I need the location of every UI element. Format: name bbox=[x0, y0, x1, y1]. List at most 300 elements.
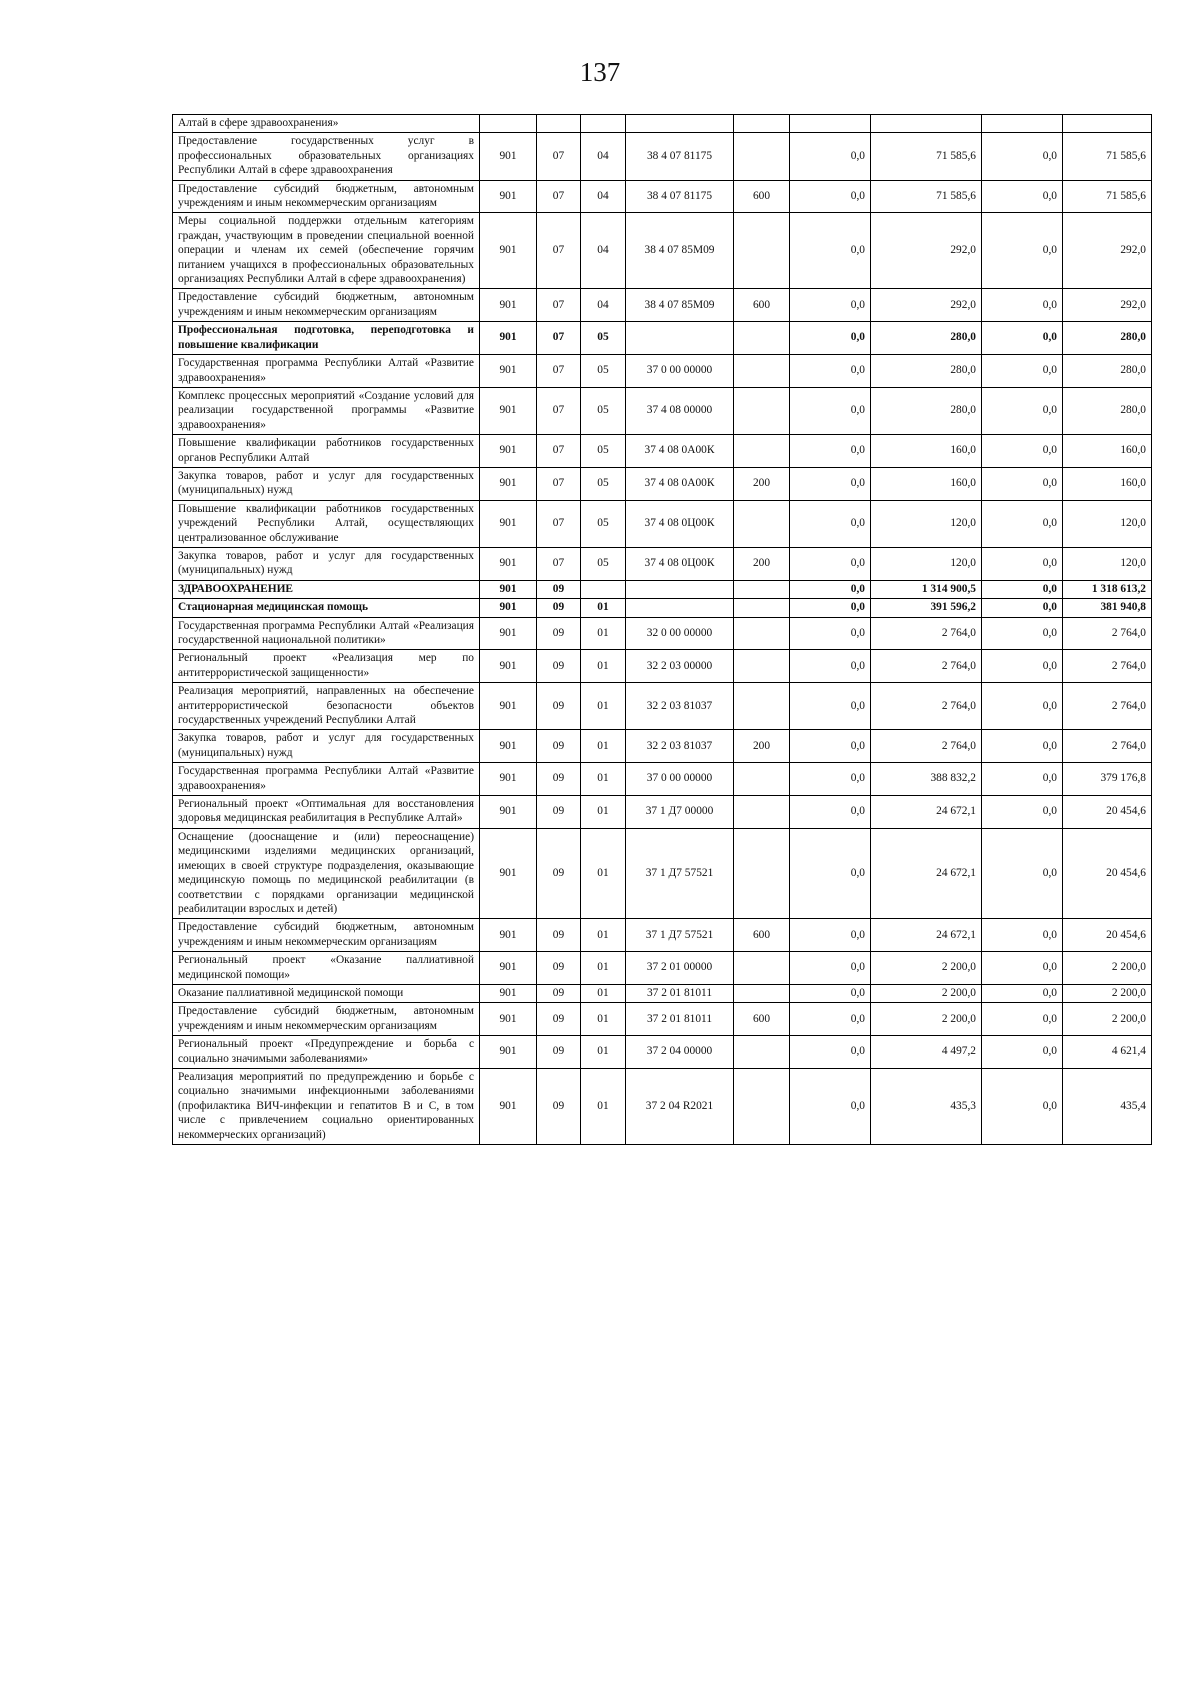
row-expense-type bbox=[734, 500, 790, 547]
row-value-3: 0,0 bbox=[982, 796, 1063, 829]
row-gr-code: 901 bbox=[480, 1036, 537, 1069]
row-gr-code: 901 bbox=[480, 617, 537, 650]
row-value-1: 0,0 bbox=[790, 180, 871, 213]
row-value-2: 2 200,0 bbox=[871, 952, 982, 985]
row-target-article: 37 1 Д7 00000 bbox=[626, 796, 734, 829]
row-value-3: 0,0 bbox=[982, 1036, 1063, 1069]
row-subsection-code bbox=[581, 580, 626, 598]
row-expense-type bbox=[734, 763, 790, 796]
row-gr-code: 901 bbox=[480, 952, 537, 985]
row-expense-type bbox=[734, 650, 790, 683]
row-section-code: 07 bbox=[537, 133, 581, 180]
row-value-2: 2 764,0 bbox=[871, 650, 982, 683]
row-subsection-code bbox=[581, 115, 626, 133]
table-row bbox=[173, 1068, 1152, 1144]
row-value-4: 2 764,0 bbox=[1063, 617, 1152, 650]
row-target-article: 32 0 00 00000 bbox=[626, 617, 734, 650]
row-name: Региональный проект «Предупреждение и борьба с социально значимыми заболеваниями» bbox=[173, 1036, 480, 1069]
row-value-3: 0,0 bbox=[982, 952, 1063, 985]
row-subsection-code: 01 bbox=[581, 683, 626, 730]
row-expense-type bbox=[734, 683, 790, 730]
row-section-code: 07 bbox=[537, 387, 581, 434]
budget-table-body bbox=[173, 115, 1152, 1145]
row-value-2: 2 200,0 bbox=[871, 984, 982, 1002]
row-value-2: 120,0 bbox=[871, 500, 982, 547]
row-value-3: 0,0 bbox=[982, 180, 1063, 213]
row-target-article: 37 2 04 00000 bbox=[626, 1036, 734, 1069]
row-value-3: 0,0 bbox=[982, 1068, 1063, 1144]
row-gr-code: 901 bbox=[480, 1068, 537, 1144]
row-value-3: 0,0 bbox=[982, 387, 1063, 434]
row-name: Государственная программа Республики Алтай «Развитие здравоохранения» bbox=[173, 763, 480, 796]
row-target-article: 37 4 08 0А00К bbox=[626, 467, 734, 500]
row-section-code: 07 bbox=[537, 547, 581, 580]
row-value-3: 0,0 bbox=[982, 547, 1063, 580]
table-row bbox=[173, 355, 1152, 388]
row-section-code: 09 bbox=[537, 599, 581, 617]
row-expense-type bbox=[734, 828, 790, 918]
row-value-3: 0,0 bbox=[982, 322, 1063, 355]
row-expense-type bbox=[734, 355, 790, 388]
row-value-2: 2 764,0 bbox=[871, 617, 982, 650]
row-value-1: 0,0 bbox=[790, 1003, 871, 1036]
row-expense-type bbox=[734, 796, 790, 829]
row-gr-code: 901 bbox=[480, 683, 537, 730]
row-expense-type bbox=[734, 599, 790, 617]
row-section-code: 07 bbox=[537, 467, 581, 500]
row-name: Комплекс процессных мероприятий «Создание условий для реализации государственной программы «Развитие здравоохранения» bbox=[173, 387, 480, 434]
row-value-3: 0,0 bbox=[982, 919, 1063, 952]
row-value-1: 0,0 bbox=[790, 500, 871, 547]
row-value-4: 20 454,6 bbox=[1063, 919, 1152, 952]
row-value-2: 71 585,6 bbox=[871, 180, 982, 213]
row-target-article bbox=[626, 580, 734, 598]
table-row bbox=[173, 467, 1152, 500]
row-expense-type bbox=[734, 617, 790, 650]
row-name: Оказание паллиативной медицинской помощи bbox=[173, 984, 480, 1002]
row-name: Реализация мероприятий, направленных на обеспечение антитеррористической безопасности объектов государственных учреждений Республики Алтай bbox=[173, 683, 480, 730]
row-expense-type: 200 bbox=[734, 467, 790, 500]
row-name: Региональный проект «Оказание паллиативной медицинской помощи» bbox=[173, 952, 480, 985]
row-value-1: 0,0 bbox=[790, 435, 871, 468]
row-target-article: 38 4 07 81175 bbox=[626, 133, 734, 180]
row-value-2: 160,0 bbox=[871, 467, 982, 500]
row-gr-code: 901 bbox=[480, 650, 537, 683]
row-expense-type: 600 bbox=[734, 180, 790, 213]
table-row bbox=[173, 650, 1152, 683]
row-value-2: 24 672,1 bbox=[871, 796, 982, 829]
row-section-code: 07 bbox=[537, 289, 581, 322]
row-value-4: 292,0 bbox=[1063, 289, 1152, 322]
row-subsection-code: 01 bbox=[581, 599, 626, 617]
row-subsection-code: 04 bbox=[581, 180, 626, 213]
row-value-3: 0,0 bbox=[982, 213, 1063, 289]
row-subsection-code: 05 bbox=[581, 435, 626, 468]
row-section-code: 09 bbox=[537, 580, 581, 598]
row-value-4: 2 764,0 bbox=[1063, 683, 1152, 730]
row-value-2: 280,0 bbox=[871, 322, 982, 355]
row-name: Предоставление субсидий бюджетным, автономным учреждениям и иным некоммерческим организациям bbox=[173, 1003, 480, 1036]
table-row bbox=[173, 180, 1152, 213]
row-value-3: 0,0 bbox=[982, 500, 1063, 547]
table-row bbox=[173, 617, 1152, 650]
row-name: Профессиональная подготовка, переподготовка и повышение квалификации bbox=[173, 322, 480, 355]
row-value-1: 0,0 bbox=[790, 828, 871, 918]
row-subsection-code: 04 bbox=[581, 289, 626, 322]
row-subsection-code: 05 bbox=[581, 322, 626, 355]
table-row bbox=[173, 289, 1152, 322]
row-value-4: 2 764,0 bbox=[1063, 650, 1152, 683]
table-row bbox=[173, 547, 1152, 580]
row-gr-code: 901 bbox=[480, 763, 537, 796]
row-value-2: 391 596,2 bbox=[871, 599, 982, 617]
row-value-4: 71 585,6 bbox=[1063, 180, 1152, 213]
row-value-4: 280,0 bbox=[1063, 387, 1152, 434]
row-subsection-code: 01 bbox=[581, 1003, 626, 1036]
row-value-4: 280,0 bbox=[1063, 322, 1152, 355]
row-subsection-code: 05 bbox=[581, 387, 626, 434]
row-value-1: 0,0 bbox=[790, 547, 871, 580]
row-section-code: 07 bbox=[537, 500, 581, 547]
row-value-2: 292,0 bbox=[871, 289, 982, 322]
row-gr-code: 901 bbox=[480, 500, 537, 547]
row-value-4: 1 318 613,2 bbox=[1063, 580, 1152, 598]
row-name: Предоставление государственных услуг в профессиональных образовательных организациях Республики Алтай в сфере здравоохранения bbox=[173, 133, 480, 180]
table-row bbox=[173, 1036, 1152, 1069]
row-expense-type bbox=[734, 322, 790, 355]
row-value-4: 120,0 bbox=[1063, 500, 1152, 547]
table-row bbox=[173, 213, 1152, 289]
row-target-article: 37 2 04 R2021 bbox=[626, 1068, 734, 1144]
row-target-article: 37 1 Д7 57521 bbox=[626, 828, 734, 918]
row-section-code: 07 bbox=[537, 322, 581, 355]
row-target-article: 37 0 00 00000 bbox=[626, 355, 734, 388]
row-value-4: 20 454,6 bbox=[1063, 796, 1152, 829]
row-expense-type bbox=[734, 213, 790, 289]
row-value-1: 0,0 bbox=[790, 322, 871, 355]
row-value-4: 2 200,0 bbox=[1063, 984, 1152, 1002]
row-value-2: 388 832,2 bbox=[871, 763, 982, 796]
row-section-code: 09 bbox=[537, 1036, 581, 1069]
row-target-article: 37 4 08 00000 bbox=[626, 387, 734, 434]
row-target-article: 37 4 08 0А00К bbox=[626, 435, 734, 468]
row-value-2: 24 672,1 bbox=[871, 919, 982, 952]
row-gr-code: 901 bbox=[480, 467, 537, 500]
row-name: Реализация мероприятий по предупреждению и борьбе с социально значимыми инфекционными заболеваниями (профилактика ВИЧ-инфекции и гепатитов В и С, в том числе с привлечением социально ориентированных некоммерческих организаций) bbox=[173, 1068, 480, 1144]
row-expense-type: 200 bbox=[734, 730, 790, 763]
row-value-1: 0,0 bbox=[790, 133, 871, 180]
row-section-code: 09 bbox=[537, 1003, 581, 1036]
row-target-article: 32 2 03 00000 bbox=[626, 650, 734, 683]
budget-table bbox=[172, 114, 1152, 1145]
row-name: Стационарная медицинская помощь bbox=[173, 599, 480, 617]
table-row bbox=[173, 500, 1152, 547]
row-section-code: 09 bbox=[537, 730, 581, 763]
row-subsection-code: 05 bbox=[581, 355, 626, 388]
row-value-2: 280,0 bbox=[871, 387, 982, 434]
row-name: Оснащение (дооснащение и (или) переоснащение) медицинскими изделиями медицинских организаций, имеющих в своей структуре подразделения, оказывающие медицинскую помощь по медицинской реабилитации (в соответствии с порядками организации медицинской реабилитации взрослых и детей) bbox=[173, 828, 480, 918]
row-gr-code: 901 bbox=[480, 435, 537, 468]
table-row bbox=[173, 599, 1152, 617]
row-subsection-code: 01 bbox=[581, 1036, 626, 1069]
row-name: Повышение квалификации работников государственных органов Республики Алтай bbox=[173, 435, 480, 468]
row-value-2: 4 497,2 bbox=[871, 1036, 982, 1069]
row-target-article bbox=[626, 322, 734, 355]
row-gr-code: 901 bbox=[480, 547, 537, 580]
row-gr-code: 901 bbox=[480, 796, 537, 829]
row-target-article: 37 2 01 00000 bbox=[626, 952, 734, 985]
row-gr-code: 901 bbox=[480, 213, 537, 289]
row-gr-code: 901 bbox=[480, 919, 537, 952]
row-value-4: 160,0 bbox=[1063, 467, 1152, 500]
row-value-4: 71 585,6 bbox=[1063, 133, 1152, 180]
row-gr-code: 901 bbox=[480, 828, 537, 918]
row-section-code: 09 bbox=[537, 984, 581, 1002]
table-row bbox=[173, 984, 1152, 1002]
row-section-code: 09 bbox=[537, 919, 581, 952]
row-gr-code: 901 bbox=[480, 133, 537, 180]
row-subsection-code: 01 bbox=[581, 617, 626, 650]
row-subsection-code: 04 bbox=[581, 133, 626, 180]
row-value-3: 0,0 bbox=[982, 289, 1063, 322]
table-row bbox=[173, 919, 1152, 952]
row-subsection-code: 01 bbox=[581, 984, 626, 1002]
row-target-article: 38 4 07 85М09 bbox=[626, 289, 734, 322]
table-row bbox=[173, 683, 1152, 730]
row-expense-type bbox=[734, 952, 790, 985]
row-gr-code: 901 bbox=[480, 322, 537, 355]
row-section-code: 09 bbox=[537, 796, 581, 829]
row-name: Закупка товаров, работ и услуг для государственных (муниципальных) нужд bbox=[173, 547, 480, 580]
row-value-3: 0,0 bbox=[982, 763, 1063, 796]
row-value-1: 0,0 bbox=[790, 796, 871, 829]
row-value-2: 435,3 bbox=[871, 1068, 982, 1144]
row-target-article: 38 4 07 85М09 bbox=[626, 213, 734, 289]
row-gr-code: 901 bbox=[480, 599, 537, 617]
row-section-code: 09 bbox=[537, 828, 581, 918]
row-name: ЗДРАВООХРАНЕНИЕ bbox=[173, 580, 480, 598]
row-value-3: 0,0 bbox=[982, 580, 1063, 598]
page-number: 137 bbox=[579, 57, 621, 87]
row-subsection-code: 01 bbox=[581, 763, 626, 796]
row-value-3: 0,0 bbox=[982, 683, 1063, 730]
row-gr-code: 901 bbox=[480, 180, 537, 213]
row-value-1: 0,0 bbox=[790, 617, 871, 650]
row-gr-code: 901 bbox=[480, 387, 537, 434]
row-name: Государственная программа Республики Алтай «Развитие здравоохранения» bbox=[173, 355, 480, 388]
row-target-article: 32 2 03 81037 bbox=[626, 730, 734, 763]
row-target-article: 38 4 07 81175 bbox=[626, 180, 734, 213]
row-subsection-code: 05 bbox=[581, 500, 626, 547]
row-value-4: 2 200,0 bbox=[1063, 1003, 1152, 1036]
row-subsection-code: 01 bbox=[581, 650, 626, 683]
row-value-4: 120,0 bbox=[1063, 547, 1152, 580]
row-section-code: 09 bbox=[537, 650, 581, 683]
row-value-1: 0,0 bbox=[790, 683, 871, 730]
row-value-1: 0,0 bbox=[790, 387, 871, 434]
row-section-code: 09 bbox=[537, 763, 581, 796]
row-value-1: 0,0 bbox=[790, 580, 871, 598]
row-expense-type bbox=[734, 115, 790, 133]
row-value-3: 0,0 bbox=[982, 650, 1063, 683]
table-row bbox=[173, 133, 1152, 180]
row-subsection-code: 01 bbox=[581, 919, 626, 952]
row-value-2: 24 672,1 bbox=[871, 828, 982, 918]
row-target-article bbox=[626, 115, 734, 133]
row-gr-code: 901 bbox=[480, 1003, 537, 1036]
row-value-1: 0,0 bbox=[790, 599, 871, 617]
row-value-1: 0,0 bbox=[790, 1068, 871, 1144]
row-name: Предоставление субсидий бюджетным, автономным учреждениям и иным некоммерческим организациям bbox=[173, 919, 480, 952]
table-row bbox=[173, 952, 1152, 985]
row-value-2: 160,0 bbox=[871, 435, 982, 468]
row-target-article: 37 2 01 81011 bbox=[626, 1003, 734, 1036]
row-value-2: 2 200,0 bbox=[871, 1003, 982, 1036]
table-row bbox=[173, 828, 1152, 918]
table-row bbox=[173, 322, 1152, 355]
row-value-3: 0,0 bbox=[982, 1003, 1063, 1036]
row-name: Закупка товаров, работ и услуг для государственных (муниципальных) нужд bbox=[173, 467, 480, 500]
row-expense-type: 600 bbox=[734, 1003, 790, 1036]
row-target-article: 37 2 01 81011 bbox=[626, 984, 734, 1002]
row-subsection-code: 01 bbox=[581, 796, 626, 829]
row-subsection-code: 01 bbox=[581, 828, 626, 918]
row-value-1: 0,0 bbox=[790, 467, 871, 500]
row-section-code: 07 bbox=[537, 213, 581, 289]
row-expense-type bbox=[734, 133, 790, 180]
table-row bbox=[173, 115, 1152, 133]
row-target-article: 37 4 08 0Ц00К bbox=[626, 500, 734, 547]
row-value-4: 379 176,8 bbox=[1063, 763, 1152, 796]
row-value-1 bbox=[790, 115, 871, 133]
row-value-1: 0,0 bbox=[790, 919, 871, 952]
row-section-code: 07 bbox=[537, 180, 581, 213]
row-name: Предоставление субсидий бюджетным, автономным учреждениям и иным некоммерческим организациям bbox=[173, 289, 480, 322]
row-gr-code bbox=[480, 115, 537, 133]
row-value-2: 280,0 bbox=[871, 355, 982, 388]
row-name: Закупка товаров, работ и услуг для государственных (муниципальных) нужд bbox=[173, 730, 480, 763]
row-subsection-code: 01 bbox=[581, 952, 626, 985]
row-value-2: 71 585,6 bbox=[871, 133, 982, 180]
table-row bbox=[173, 1003, 1152, 1036]
row-value-4: 20 454,6 bbox=[1063, 828, 1152, 918]
row-subsection-code: 01 bbox=[581, 1068, 626, 1144]
row-value-1: 0,0 bbox=[790, 213, 871, 289]
row-value-1: 0,0 bbox=[790, 984, 871, 1002]
row-section-code: 09 bbox=[537, 952, 581, 985]
row-section-code: 09 bbox=[537, 617, 581, 650]
row-expense-type bbox=[734, 387, 790, 434]
table-row bbox=[173, 796, 1152, 829]
row-section-code: 09 bbox=[537, 1068, 581, 1144]
row-subsection-code: 05 bbox=[581, 467, 626, 500]
row-section-code: 07 bbox=[537, 355, 581, 388]
row-section-code: 07 bbox=[537, 435, 581, 468]
row-subsection-code: 01 bbox=[581, 730, 626, 763]
row-value-1: 0,0 bbox=[790, 289, 871, 322]
row-value-4: 2 200,0 bbox=[1063, 952, 1152, 985]
row-gr-code: 901 bbox=[480, 289, 537, 322]
row-value-1: 0,0 bbox=[790, 763, 871, 796]
row-expense-type: 200 bbox=[734, 547, 790, 580]
row-section-code bbox=[537, 115, 581, 133]
row-value-4: 381 940,8 bbox=[1063, 599, 1152, 617]
row-value-3 bbox=[982, 115, 1063, 133]
row-name: Алтай в сфере здравоохранения» bbox=[173, 115, 480, 133]
row-value-3: 0,0 bbox=[982, 984, 1063, 1002]
row-value-3: 0,0 bbox=[982, 599, 1063, 617]
row-value-1: 0,0 bbox=[790, 355, 871, 388]
row-value-3: 0,0 bbox=[982, 355, 1063, 388]
row-value-1: 0,0 bbox=[790, 952, 871, 985]
row-expense-type bbox=[734, 1036, 790, 1069]
row-value-4: 280,0 bbox=[1063, 355, 1152, 388]
row-value-3: 0,0 bbox=[982, 435, 1063, 468]
row-name: Государственная программа Республики Алтай «Реализация государственной национальной политики» bbox=[173, 617, 480, 650]
row-expense-type bbox=[734, 1068, 790, 1144]
table-row bbox=[173, 435, 1152, 468]
row-gr-code: 901 bbox=[480, 730, 537, 763]
row-name: Региональный проект «Оптимальная для восстановления здоровья медицинская реабилитация в Республике Алтай» bbox=[173, 796, 480, 829]
table-row bbox=[173, 763, 1152, 796]
row-name: Повышение квалификации работников государственных учреждений Республики Алтай, осуществляющих централизованное обслуживание bbox=[173, 500, 480, 547]
row-expense-type: 600 bbox=[734, 289, 790, 322]
table-row bbox=[173, 580, 1152, 598]
row-value-3: 0,0 bbox=[982, 133, 1063, 180]
row-value-3: 0,0 bbox=[982, 828, 1063, 918]
row-value-2: 292,0 bbox=[871, 213, 982, 289]
row-gr-code: 901 bbox=[480, 355, 537, 388]
row-section-code: 09 bbox=[537, 683, 581, 730]
row-target-article: 37 4 08 0Ц00К bbox=[626, 547, 734, 580]
row-value-2: 2 764,0 bbox=[871, 730, 982, 763]
row-value-1: 0,0 bbox=[790, 730, 871, 763]
row-gr-code: 901 bbox=[480, 580, 537, 598]
row-subsection-code: 04 bbox=[581, 213, 626, 289]
row-expense-type: 600 bbox=[734, 919, 790, 952]
row-value-4: 292,0 bbox=[1063, 213, 1152, 289]
table-row bbox=[173, 730, 1152, 763]
row-expense-type bbox=[734, 984, 790, 1002]
row-name: Предоставление субсидий бюджетным, автономным учреждениям и иным некоммерческим организациям bbox=[173, 180, 480, 213]
row-value-4: 435,4 bbox=[1063, 1068, 1152, 1144]
row-value-4: 4 621,4 bbox=[1063, 1036, 1152, 1069]
row-value-2: 120,0 bbox=[871, 547, 982, 580]
row-target-article: 37 0 00 00000 bbox=[626, 763, 734, 796]
row-value-1: 0,0 bbox=[790, 650, 871, 683]
row-value-2 bbox=[871, 115, 982, 133]
row-target-article bbox=[626, 599, 734, 617]
row-value-1: 0,0 bbox=[790, 1036, 871, 1069]
row-value-4: 160,0 bbox=[1063, 435, 1152, 468]
row-value-3: 0,0 bbox=[982, 467, 1063, 500]
row-gr-code: 901 bbox=[480, 984, 537, 1002]
row-expense-type bbox=[734, 435, 790, 468]
row-value-3: 0,0 bbox=[982, 617, 1063, 650]
row-target-article: 37 1 Д7 57521 bbox=[626, 919, 734, 952]
row-target-article: 32 2 03 81037 bbox=[626, 683, 734, 730]
row-value-4: 2 764,0 bbox=[1063, 730, 1152, 763]
row-value-4 bbox=[1063, 115, 1152, 133]
row-value-3: 0,0 bbox=[982, 730, 1063, 763]
row-expense-type bbox=[734, 580, 790, 598]
row-name: Меры социальной поддержки отдельным категориям граждан, участвующим в проведении специальной военной операции и членам их семей (обеспечение горячим питанием учащихся в профессиональных образовательных организациях Республики Алтай в сфере здравоохранения) bbox=[173, 213, 480, 289]
row-value-2: 2 764,0 bbox=[871, 683, 982, 730]
row-name: Региональный проект «Реализация мер по антитеррористической защищенности» bbox=[173, 650, 480, 683]
row-subsection-code: 05 bbox=[581, 547, 626, 580]
row-value-2: 1 314 900,5 bbox=[871, 580, 982, 598]
table-row bbox=[173, 387, 1152, 434]
